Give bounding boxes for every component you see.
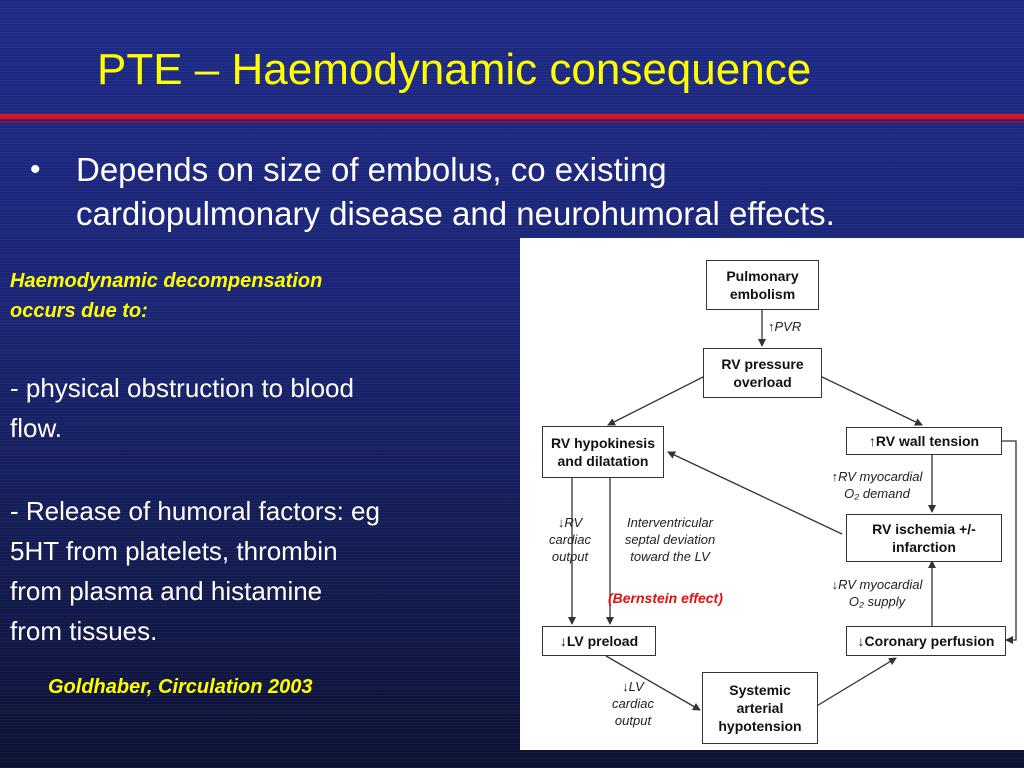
node-rvpo-line-2: overload	[733, 374, 792, 390]
label-rvmd-line-2: O₂ demand	[844, 486, 910, 501]
node-rv-pressure-overload	[703, 348, 822, 398]
label-ivs-line-2: septal deviation	[624, 532, 716, 547]
cause-humoral-line-3: from plasma and histamine	[10, 576, 323, 606]
cause-humoral-line-4: from tissues.	[10, 616, 158, 646]
label-lv-cardiac-output	[602, 678, 664, 729]
node-rvis-line-1: RV ischemia +/-	[872, 521, 976, 537]
label-rv-myocardial-supply	[824, 576, 930, 610]
node-rvis-line-2: infarction	[892, 539, 956, 555]
cause-obstruction-line-2: flow.	[10, 413, 63, 443]
arrow-rvwt-to-cor	[1002, 441, 1016, 640]
label-pvr: ↑PVR	[768, 319, 802, 334]
heading-line-1: Haemodynamic decompensation	[10, 270, 323, 292]
label-lvco-line-1: ↓LV	[622, 679, 644, 694]
label-ivs-line-1: Interventricular	[627, 515, 713, 530]
bullet-marker: •	[30, 153, 41, 186]
node-rvhk-line-2: and dilatation	[557, 453, 649, 469]
node-rvhk-line-1: RV hypokinesis	[550, 435, 655, 451]
flow-diagram	[520, 238, 1024, 750]
arrow-rvpo-to-rvwt	[820, 376, 922, 425]
node-pulmonary-embolism	[706, 260, 819, 310]
title-divider-shadow	[0, 121, 1024, 123]
cause-humoral	[10, 491, 510, 651]
slide-title: PTE – Haemodynamic consequence	[97, 45, 812, 94]
label-rvco-line-2: cardiac	[549, 532, 591, 547]
citation: Goldhaber, Circulation 2003	[48, 676, 313, 698]
label-rv-cardiac-output	[542, 514, 598, 565]
label-lvco-line-3: output	[614, 713, 652, 728]
bullet-line-1: Depends on size of embolus, co existing	[76, 151, 667, 188]
label-ivs-line-3: toward the LV	[630, 549, 710, 564]
cause-humoral-line-1: - Release of humoral factors: eg	[10, 496, 380, 526]
cause-obstruction-line-1: - physical obstruction to blood	[10, 373, 354, 403]
arrow-sys-to-cor	[810, 658, 896, 710]
node-sys-line-3: hypotension	[718, 718, 802, 734]
label-rvco-line-1: ↓RV	[557, 515, 583, 530]
label-rvms-line-2: O₂ supply	[848, 594, 906, 609]
bullet-line-2: cardiopulmonary disease and neurohumoral effects.	[76, 195, 835, 232]
node-rvpo-line-1: RV pressure	[721, 356, 804, 372]
label-rv-myocardial-demand	[824, 468, 930, 502]
node-rv-ischemia	[846, 514, 1002, 562]
node-coronary-perfusion: ↓Coronary perfusion	[846, 626, 1006, 656]
node-sys-line-2: arterial	[736, 700, 784, 716]
label-rvms-line-1: ↓RV myocardial	[831, 577, 923, 592]
node-sys-line-1: Systemic	[729, 682, 791, 698]
label-bernstein-effect: (Bernstein effect)	[608, 590, 723, 606]
node-pe-line-1: Pulmonary	[726, 268, 799, 284]
decompensation-heading	[10, 266, 490, 326]
label-lvco-line-2: cardiac	[612, 696, 654, 711]
arrow-rvpo-to-rvhk	[608, 376, 705, 425]
cause-obstruction	[10, 368, 510, 448]
node-pe-line-2: embolism	[729, 286, 796, 302]
label-rvco-line-3: output	[551, 549, 589, 564]
heading-line-2: occurs due to:	[10, 300, 148, 322]
label-septal-deviation	[614, 514, 726, 565]
cause-humoral-line-2: 5HT from platelets, thrombin	[10, 536, 338, 566]
node-rv-hypokinesis	[542, 426, 664, 478]
node-systemic-hypotension	[702, 672, 818, 744]
label-rvmd-line-1: ↑RV myocardial	[831, 469, 923, 484]
node-lv-preload: ↓LV preload	[542, 626, 656, 656]
node-rv-wall-tension: ↑RV wall tension	[846, 427, 1002, 455]
title-divider	[0, 114, 1024, 119]
